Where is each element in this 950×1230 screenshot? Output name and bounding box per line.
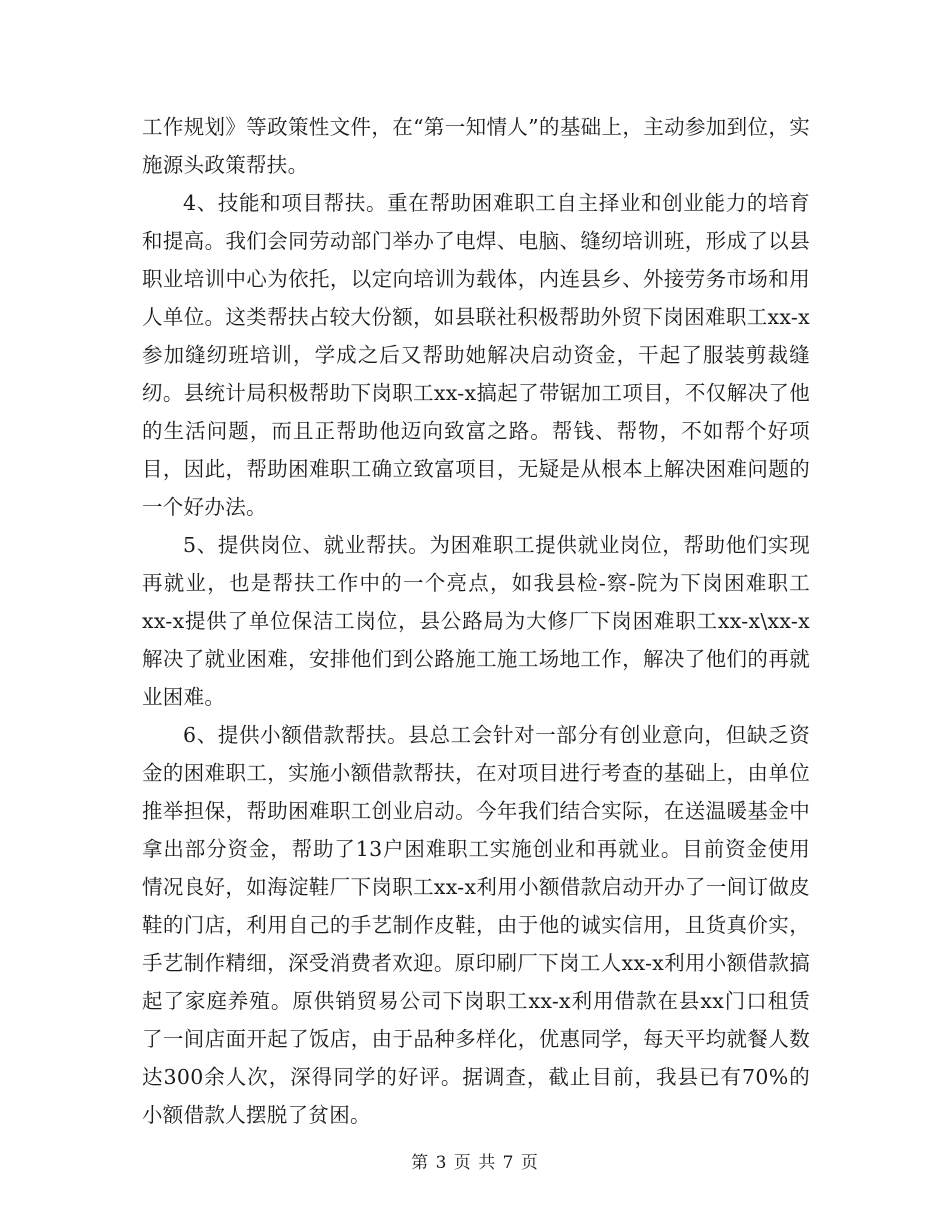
paragraph-employment-support: 5、提供岗位、就业帮扶。为困难职工提供就业岗位，帮助他们实现再就业，也是帮扶工作中的一个亮点，如我县检-察-院为下岗困难职工xx-x提供了单位保洁工岗位，县公路局为大修厂下岗困难职工xx-x\xx-x解决了就业困难，安排他们到公路施工施工场地工作，解决了他们的再就业困难。 bbox=[142, 533, 810, 709]
page-footer bbox=[0, 1148, 950, 1173]
document-body bbox=[142, 108, 810, 1134]
paragraph-microloan-support: 6、提供小额借款帮扶。县总工会针对一部分有创业意向，但缺乏资金的困难职工，实施小额借款帮扶，在对项目进行考查的基础上，由单位推举担保，帮助困难职工创业启动。今年我们结合实际，在送温暖基金中拿出部分资金，帮助了13户困难职工实施创业和再就业。目前资金使用情况良好，如海淀鞋厂下岗职工xx-x利用小额借款启动开办了一间订做皮鞋的门店，利用自己的手艺制作皮鞋，由于他的诚实信用，且货真价实，手艺制作精细，深受消费者欢迎。原印刷厂下岗工人xx-x利用小额借款搞起了家庭养殖。原供销贸易公司下岗职工xx-x利用借款在县xx门口租赁了一间店面开起了饭店，由于品种多样化，优惠同学，每天平均就餐人数达300余人次，深得同学的好评。据调查，截止目前，我县已有70%的小额借款人摆脱了贫困。 bbox=[142, 723, 810, 1127]
page-number-label: 第 3 页 共 7 页 bbox=[411, 1153, 539, 1173]
paragraph-skills-project-support: 4、技能和项目帮扶。重在帮助困难职工自主择业和创业能力的培育和提高。我们会同劳动部门举办了电焊、电脑、缝纫培训班，形成了以县职业培训中心为依托，以定向培训为载体，内连县乡、外接劳务市场和用人单位。这类帮扶占较大份额，如县联社积极帮助外贸下岗困难职工xx-x参加缝纫班培训，学成之后又帮助她解决启动资金，干起了服装剪裁缝纫。县统计局积极帮助下岗职工xx-x搞起了带锯加工项目，不仅解决了他的生活问题，而且正帮助他迈向致富之路。帮钱、帮物，不如帮个好项目，因此，帮助困难职工确立致富项目，无疑是从根本上解决困难问题的一个好办法。 bbox=[142, 191, 810, 519]
paragraph-policy-continuation: 工作规划》等政策性文件，在“第一知情人”的基础上，主动参加到位，实施源头政策帮扶。 bbox=[142, 115, 810, 177]
